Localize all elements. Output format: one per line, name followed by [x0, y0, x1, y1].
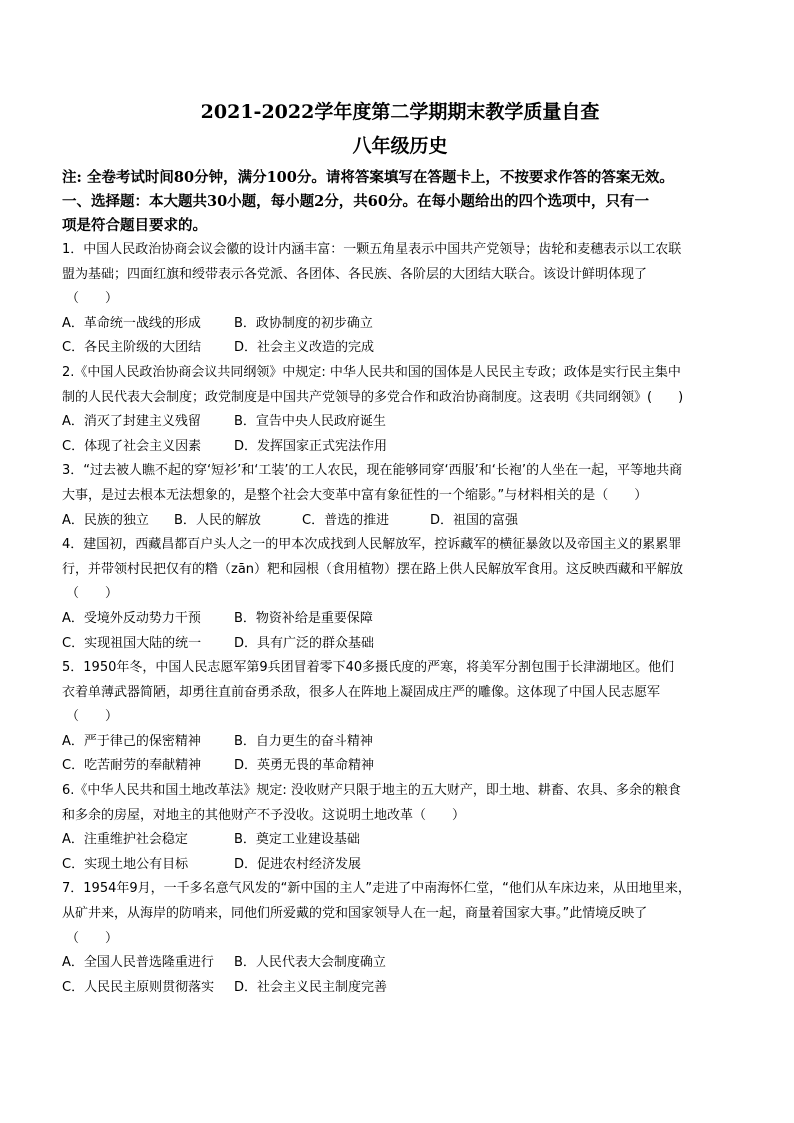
section-heading-line-2: 项是符合题目要求的。 — [62, 217, 207, 234]
option-row — [62, 410, 738, 435]
question-text-line: 6.《中华人民共和国土地改革法》规定: 没收财产只限于地主的五大财产，即土地、耕畜、农具、多余的粮食 — [62, 783, 681, 799]
option-row — [62, 509, 738, 534]
question-text-line: 从矿井来，从海岸的防哨来，同他们所爱戴的党和国家领导人在一起，商量着国家大事。”此情境反映了 — [62, 906, 648, 922]
exam-instructions: 注: 全卷考试时间80分钟，满分100分。请将答案填写在答题卡上，不按要求作答的答案无效。 — [62, 169, 674, 186]
question-4 — [62, 533, 738, 656]
question-text-line: 3．“过去被人瞧不起的穿‘短衫’和‘工装’的工人农民，现在能够同穿‘西服’和‘长袍’的人坐在一起，平等地共商 — [62, 463, 683, 479]
answer-option[interactable]: C．人民民主原则贯彻落实 — [62, 979, 215, 995]
question-2 — [62, 361, 738, 459]
answer-option[interactable]: D．社会主义改造的完成 — [234, 340, 375, 356]
answer-blank: （ ） — [66, 291, 119, 307]
option-row — [62, 336, 738, 361]
option-row — [62, 312, 738, 337]
answer-option[interactable]: A．全国人民普选隆重进行 — [62, 955, 214, 971]
exam-subtitle: 八年级历史 — [352, 135, 448, 157]
question-text-line: 大事，是过去根本无法想象的，是整个社会大变革中富有象征性的一个缩影。”与材料相关的是（ ） — [62, 487, 648, 503]
question-text-line: 5．1950年冬，中国人民志愿军第9兵团冒着零下40多摄氏度的严寒，将美军分割包围于长津湖地区。他们 — [62, 660, 675, 676]
answer-option[interactable]: A．受境外反动势力干预 — [62, 610, 201, 626]
answer-option[interactable]: C．各民主阶级的大团结 — [62, 340, 202, 356]
question-5 — [62, 656, 738, 779]
answer-option[interactable]: A．注重维护社会稳定 — [62, 832, 188, 848]
question-text-line: 4．建国初，西藏昌都百户头人之一的甲本次成找到人民解放军，控诉藏军的横征暴敛以及帝国主义的累累罪 — [62, 537, 682, 553]
question-text-line: 盟为基础；四面红旗和绶带表示各党派、各团体、各民族、各阶层的大团结大联合。该设计鲜明体现了 — [62, 266, 648, 282]
answer-option[interactable]: B．物资补给是重要保障 — [234, 610, 373, 626]
answer-option[interactable]: C．实现土地公有目标 — [62, 856, 189, 872]
answer-option[interactable]: D．发挥国家正式宪法作用 — [234, 438, 388, 454]
answer-option[interactable]: C．实现祖国大陆的统一 — [62, 635, 202, 651]
answer-option[interactable]: A．革命统一战线的形成 — [62, 315, 201, 331]
question-list — [62, 238, 738, 1000]
answer-option[interactable]: D．具有广泛的群众基础 — [234, 635, 375, 651]
question-1 — [62, 238, 738, 361]
option-row — [62, 853, 738, 878]
answer-option[interactable]: D．英勇无畏的革命精神 — [234, 758, 375, 774]
answer-blank: （ ） — [66, 930, 119, 946]
option-row — [62, 730, 738, 755]
answer-option[interactable]: C．体现了社会主义因素 — [62, 438, 202, 454]
section-heading-line-1: 一、选择题：本大题共30小题，每小题2分，共60分。在每小题给出的四个选项中，只有一 — [62, 193, 649, 210]
question-6 — [62, 779, 738, 877]
question-7 — [62, 877, 738, 1000]
answer-option[interactable]: C．吃苦耐劳的奉献精神 — [62, 758, 202, 774]
answer-option[interactable]: B．宣告中央人民政府诞生 — [234, 414, 386, 430]
option-row — [62, 976, 738, 1001]
answer-option[interactable]: D．祖国的富强 — [430, 512, 519, 528]
answer-option[interactable]: B．人民的解放 — [174, 512, 261, 528]
answer-option[interactable]: B．政协制度的初步确立 — [234, 315, 373, 331]
question-text-line: 1．中国人民政治协商会议会徽的设计内涵丰富：一颗五角星表示中国共产党领导；齿轮和麦穗表示以工农联 — [62, 242, 682, 257]
option-row — [62, 951, 738, 976]
answer-option[interactable]: A．消灭了封建主义残留 — [62, 414, 201, 430]
answer-option[interactable]: A．民族的独立 — [62, 512, 149, 528]
option-row — [62, 435, 738, 460]
exam-title: 2021-2022学年度第二学期期末教学质量自查 — [200, 101, 600, 123]
answer-option[interactable]: B．人民代表大会制度确立 — [234, 955, 386, 971]
question-text-line: 衣着单薄武器简陋，却勇往直前奋勇杀敌，很多人在阵地上凝固成庄严的雕像。这体现了中国人民志愿军 — [62, 684, 661, 700]
question-text-line: 制的人民代表大会制度；政党制度是中国共产党领导的多党合作和政治协商制度。这表明《共同纲领》( ) — [62, 389, 684, 405]
question-text-line: 和多余的房屋，对地主的其他财产不予没收。这说明土地改革（ ） — [62, 807, 466, 823]
answer-option[interactable]: D．促进农村经济发展 — [234, 856, 362, 872]
answer-blank: （ ） — [66, 586, 119, 602]
question-3 — [62, 459, 738, 533]
answer-option[interactable]: B．自力更生的奋斗精神 — [234, 733, 373, 749]
answer-blank: （ ） — [66, 709, 119, 725]
question-text-line: 7．1954年9月，一千多名意气风发的“新中国的主人”走进了中南海怀仁堂，“他们从车床边来，从田地里来， — [62, 881, 691, 897]
answer-option[interactable]: A．严于律己的保密精神 — [62, 733, 201, 749]
answer-option[interactable]: C．普选的推进 — [302, 512, 390, 528]
answer-option[interactable]: D．社会主义民主制度完善 — [234, 979, 388, 995]
option-row — [62, 828, 738, 853]
option-row — [62, 754, 738, 779]
option-row — [62, 607, 738, 632]
option-row — [62, 632, 738, 657]
answer-option[interactable]: B．奠定工业建设基础 — [234, 832, 360, 848]
question-text-line: 行，并带领村民把仅有的糌（zān）粑和园根（食用植物）摆在路上供人民解放军食用。这反映西藏和平解放 — [62, 561, 684, 577]
question-text-line: 2.《中国人民政治协商会议共同纲领》中规定: 中华人民共和国的国体是人民民主专政；政体是实行民主集中 — [62, 364, 681, 380]
